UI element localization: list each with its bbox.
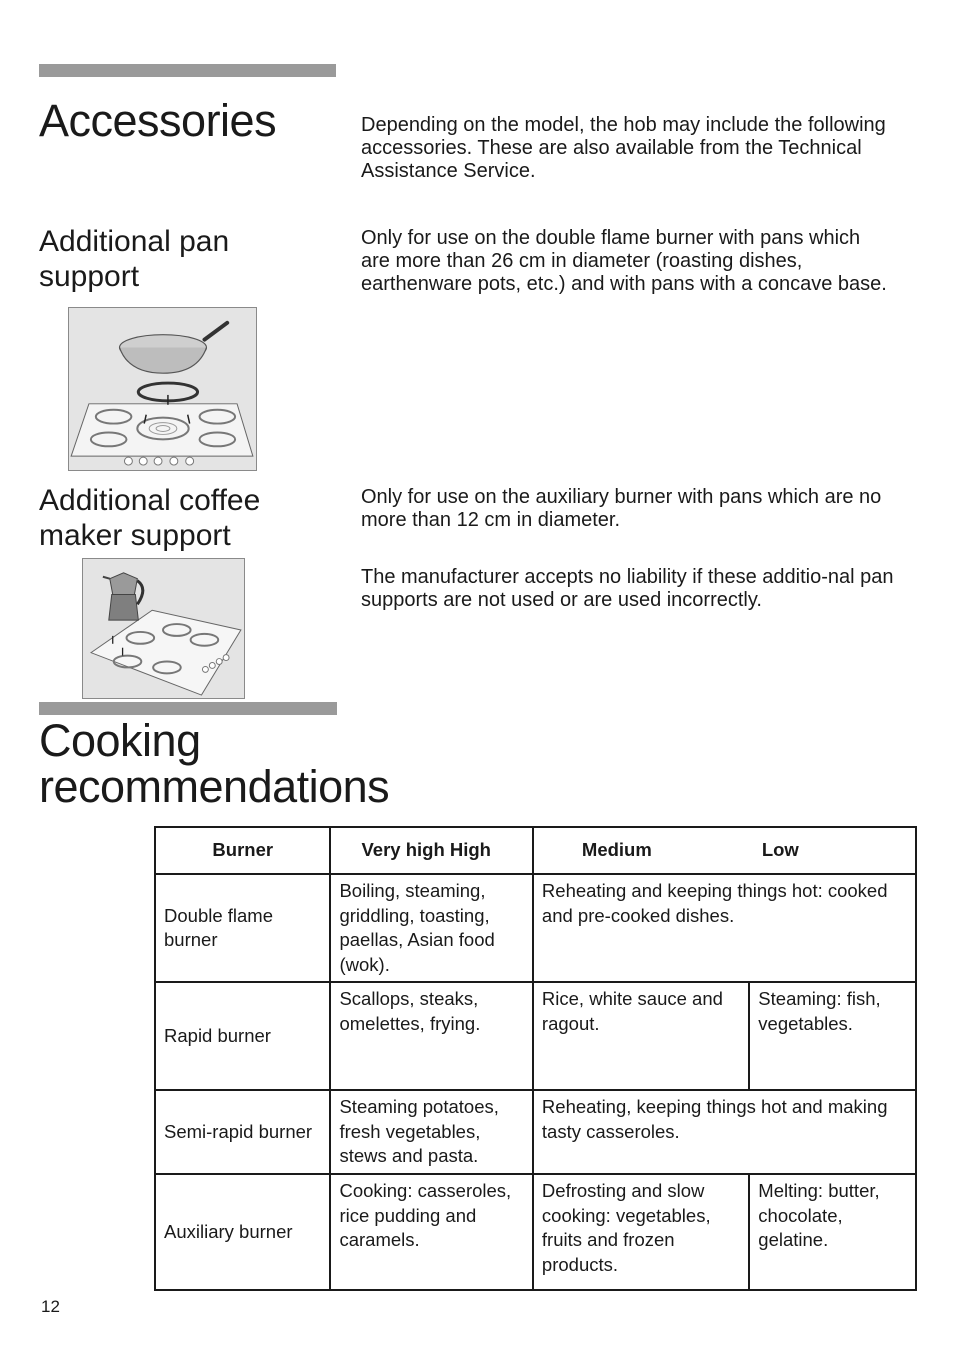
burner-cell: Semi-rapid burner [155,1090,330,1174]
very-high-high-cell: Scallops, steaks, omelettes, frying. [330,982,532,1090]
medium-cell: Rice, white sauce and ragout. [533,982,749,1090]
section-divider-bar [39,64,336,77]
wok-on-hob-image [69,308,256,470]
pan-support-title: Additional pan support [39,225,230,293]
cooking-recommendations-table [154,826,917,1291]
table-header-row [155,827,916,874]
page-number: 12 [41,1297,60,1316]
accessories-title: Accessories [39,95,277,146]
pan-support-text: Only for use on the double flame burner with pans which are more than 26 cm in diameter (roasting dishes, earthenware pots, etc.) and with pans with a concave base. [361,227,887,295]
section-divider-bar [39,702,337,715]
coffee-support-text: Only for use on the auxiliary burner with pans which are no more than 12 cm in diameter. [361,486,882,531]
medium-low-cell: Reheating, keeping things hot and making tasty casseroles. [533,1090,916,1174]
table-row [155,1090,916,1174]
header-low: Low [761,839,799,861]
table-row [155,982,916,1090]
coffee-maker-on-hob-image [83,559,244,698]
low-cell: Melting: butter, chocolate, gelatine. [749,1174,916,1290]
coffee-support-illustration [82,558,245,699]
medium-cell: Defrosting and slow cooking: vegetables, fruits and frozen products. [533,1174,749,1290]
burner-cell: Rapid burner [155,982,330,1090]
burner-cell: Auxiliary burner [155,1174,330,1290]
very-high-high-cell: Steaming potatoes, fresh vegetables, stews and pasta. [330,1090,532,1174]
burner-cell: Double flame burner [155,874,330,982]
very-high-high-cell: Boiling, steaming, griddling, toasting, paellas, Asian food (wok). [330,874,532,982]
low-cell: Steaming: fish, vegetables. [749,982,916,1090]
header-burner: Burner [155,827,330,874]
table-row [155,1174,916,1290]
header-very-high-high: Very high High [330,827,532,874]
header-medium: Medium [581,839,652,861]
table-row [155,874,916,982]
very-high-high-cell: Cooking: casseroles, rice pudding and caramels. [330,1174,532,1290]
header-medium-low [533,827,916,874]
coffee-support-title: Additional coffee maker support [39,484,261,552]
cooking-recommendations-title: Cooking recommendations [39,715,390,812]
liability-notice: The manufacturer accepts no liability if these additio-nal pan supports are not used or are used incorrectly. [361,566,894,611]
accessories-intro: Depending on the model, the hob may include the following accessories. These are also available from the Technical Assistance Service. [361,114,886,182]
medium-low-cell: Reheating and keeping things hot: cooked and pre-cooked dishes. [533,874,916,982]
pan-support-illustration [68,307,257,471]
